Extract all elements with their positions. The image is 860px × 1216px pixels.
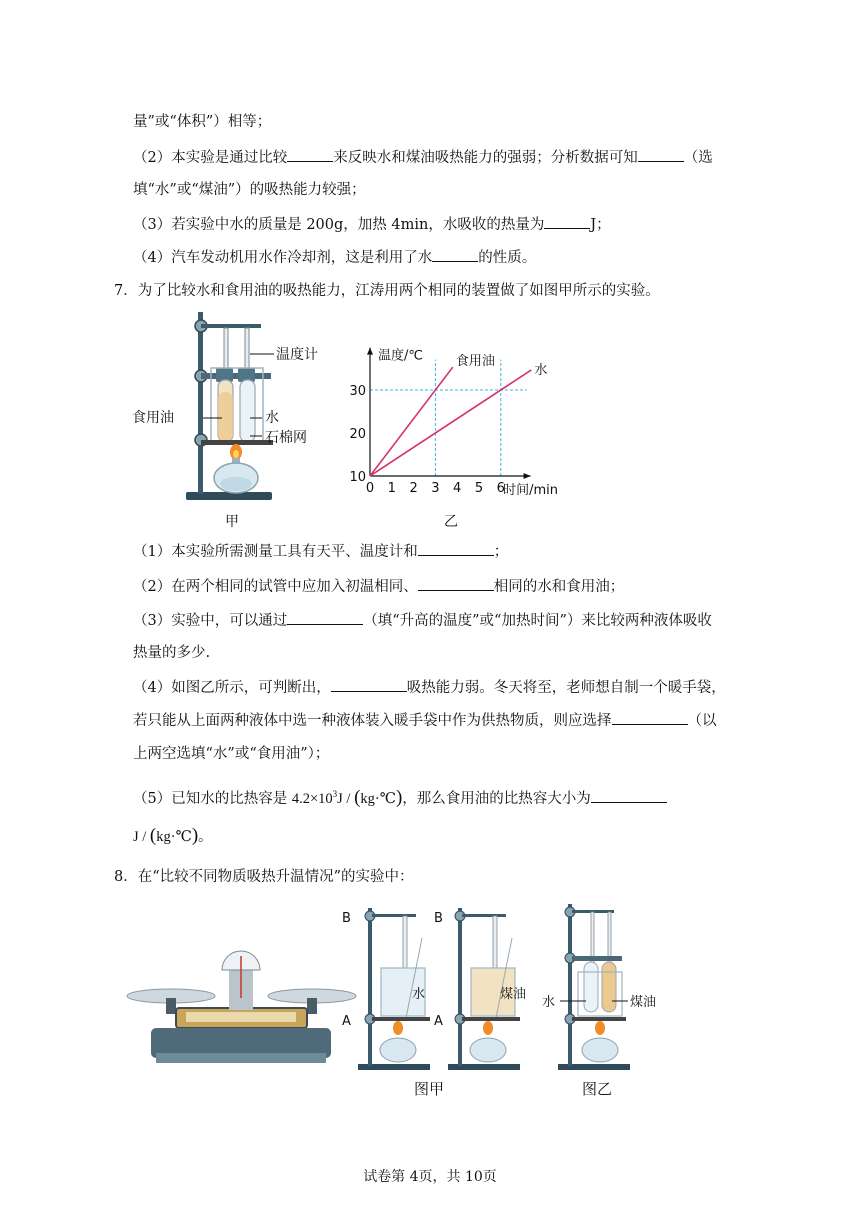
answer-blank[interactable] [432, 247, 478, 262]
q7-title-text: 7．为了比较水和食用油的吸热能力，江涛用两个相同的装置做了如图甲所示的实验。 [114, 283, 660, 299]
q6-p2-line2-text: 填“水”或“煤油”）的吸热能力较强； [133, 182, 366, 198]
caption-jia: 甲 [225, 514, 239, 530]
answer-blank[interactable] [638, 147, 684, 162]
q8-title-text: 8．在“比较不同物质吸热升温情况”的实验中： [114, 869, 414, 885]
q7-part1 [133, 541, 508, 562]
label-kerosene-tube: 煤油 [630, 995, 657, 1010]
q7-apparatus-figure [128, 306, 338, 532]
q7-p5-line2-end: 。 [198, 829, 213, 845]
y-tick-label-20: 20 [349, 427, 366, 442]
label-gauze: 石棉网 [265, 430, 307, 446]
unit-formula: J / (kg·℃) [133, 825, 199, 846]
q7-p3-text-b: （填“升高的温度”或“加热时间”）来比较两种液体吸收 [363, 613, 712, 629]
unit-kgc: kg·℃ [156, 829, 192, 845]
q6-p4-text-b: 的性质。 [478, 250, 537, 266]
x-tick-label-3: 3 [431, 481, 440, 496]
x-tick-label-2: 2 [409, 481, 418, 496]
test-tube-water [240, 380, 255, 442]
q7-title [114, 281, 660, 301]
x-tick-label-1: 1 [387, 481, 396, 496]
y-axis-arrow [367, 348, 373, 355]
q6-part2-line2 [133, 180, 366, 200]
q7-p3-text-a: （3）实验中，可以通过 [133, 613, 288, 629]
label-a-2: A [434, 1014, 443, 1029]
q7-p4-line2-text-b: （以 [687, 713, 717, 729]
answer-blank[interactable] [418, 576, 494, 591]
q7-p5-text-a: （5）已知水的比热容是 [133, 790, 292, 807]
label-thermometer: 温度计 [276, 347, 318, 363]
q6-p2-text-c: （选 [683, 150, 713, 166]
balance-scale [127, 951, 356, 1063]
x-axis-label: 时间/min [503, 483, 559, 498]
unit-j: J / [133, 829, 150, 845]
q7-part4 [133, 677, 726, 698]
label-water-beaker: 水 [412, 987, 426, 1002]
answer-blank[interactable] [331, 677, 407, 692]
x-tick-label-4: 4 [453, 481, 462, 496]
formula-unit-j: J / [337, 790, 355, 807]
q7-p5-text-b: ，那么食用油的比热容大小为 [402, 790, 591, 807]
q7-p1-text-b: ； [493, 544, 509, 560]
q8-apparatus-figure [126, 898, 666, 1098]
q7-temperature-chart [340, 330, 585, 530]
page-footer: 试卷第 4页，共 10页 [363, 1169, 497, 1185]
q7-p4-text-a: （4）如图乙所示，可判断出， [133, 680, 331, 696]
q6-part2 [133, 147, 713, 168]
q6-p2-text-a: （2）本实验是通过比较 [133, 150, 288, 166]
formula-exponent: 3 [332, 789, 338, 799]
x-tick-label-6: 6 [496, 481, 505, 496]
q7-part5 [133, 784, 667, 809]
answer-blank[interactable] [544, 214, 590, 229]
q7-part5-line2 [133, 826, 213, 847]
label-a-1: A [342, 1014, 351, 1029]
q6-p3-text-a: （3）若实验中水的质量是 200g，加热 4min，水吸收的热量为 [133, 217, 545, 233]
specific-heat-formula: $4.2\times 10^3J$ / (kg·℃) [291, 786, 403, 808]
q7-part4-line2 [133, 710, 717, 731]
label-oil: 食用油 [132, 410, 174, 426]
answer-blank[interactable] [287, 147, 333, 162]
caption-yi: 乙 [444, 514, 458, 530]
q7-p3-line2-text: 热量的多少. [133, 645, 211, 661]
q7-part3 [133, 610, 712, 631]
series-line-oil [370, 367, 453, 476]
x-axis-arrow [524, 473, 531, 479]
q7-p4-text-b: 吸热能力弱。冬天将至，老师想自制一个暖手袋， [406, 680, 726, 696]
q6-tail-text: 量”或“体积”）相等； [133, 114, 272, 130]
q7-part3-line2 [133, 643, 210, 663]
test-tube-stand [558, 904, 630, 1070]
series-label-oil: 食用油 [455, 354, 495, 370]
answer-blank[interactable] [287, 610, 363, 625]
y-axis-label: 温度/℃ [378, 348, 423, 364]
formula-number: 4.2×10 [291, 790, 333, 807]
q7-p4-line3-text: 上两空选填“水”或“食用油”）； [133, 746, 330, 762]
label-b-1: B [342, 911, 351, 926]
caption-fig-jia: 图甲 [414, 1080, 445, 1098]
y-tick-label-10: 10 [349, 470, 366, 485]
q7-p4-line2-text-a: 若只能从上面两种液体中选一种液体装入暖手袋中作为供热物质，则应选择 [133, 713, 612, 729]
q6-line-tail [133, 112, 271, 132]
q6-p2-text-b: 来反映水和煤油吸热能力的强弱；分析数据可知 [333, 150, 638, 166]
formula-unit-kgc: kg·℃ [360, 790, 396, 807]
label-water-tube: 水 [542, 995, 556, 1010]
answer-blank[interactable] [418, 541, 494, 556]
series-label-water: 水 [534, 362, 548, 378]
label-kerosene-beaker: 煤油 [500, 987, 527, 1002]
q6-part3 [133, 214, 611, 235]
q8-title [114, 867, 414, 887]
q7-p2-text-b: 相同的水和食用油； [493, 579, 625, 595]
q6-part4 [133, 247, 536, 268]
q7-p1-text-a: （1）本实验所需测量工具有天平、温度计和 [133, 544, 418, 560]
q6-p3-text-b: J； [590, 217, 611, 233]
label-b-2: B [434, 911, 443, 926]
label-water: 水 [265, 410, 279, 426]
y-tick-label-30: 30 [349, 384, 366, 399]
answer-blank[interactable] [612, 710, 688, 725]
series-line-water [370, 370, 531, 476]
q7-p2-text-a: （2）在两个相同的试管中应加入初温相同、 [133, 579, 418, 595]
stand-rod [198, 312, 203, 494]
q7-part2 [133, 576, 624, 597]
answer-blank[interactable] [591, 788, 667, 803]
q6-p4-text-a: （4）汽车发动机用水作冷却剂，这是利用了水 [133, 250, 433, 266]
x-tick-label-0: 0 [365, 481, 375, 496]
x-tick-label-5: 5 [474, 481, 484, 496]
caption-fig-yi: 图乙 [582, 1080, 613, 1098]
q7-part4-line3 [133, 744, 329, 764]
